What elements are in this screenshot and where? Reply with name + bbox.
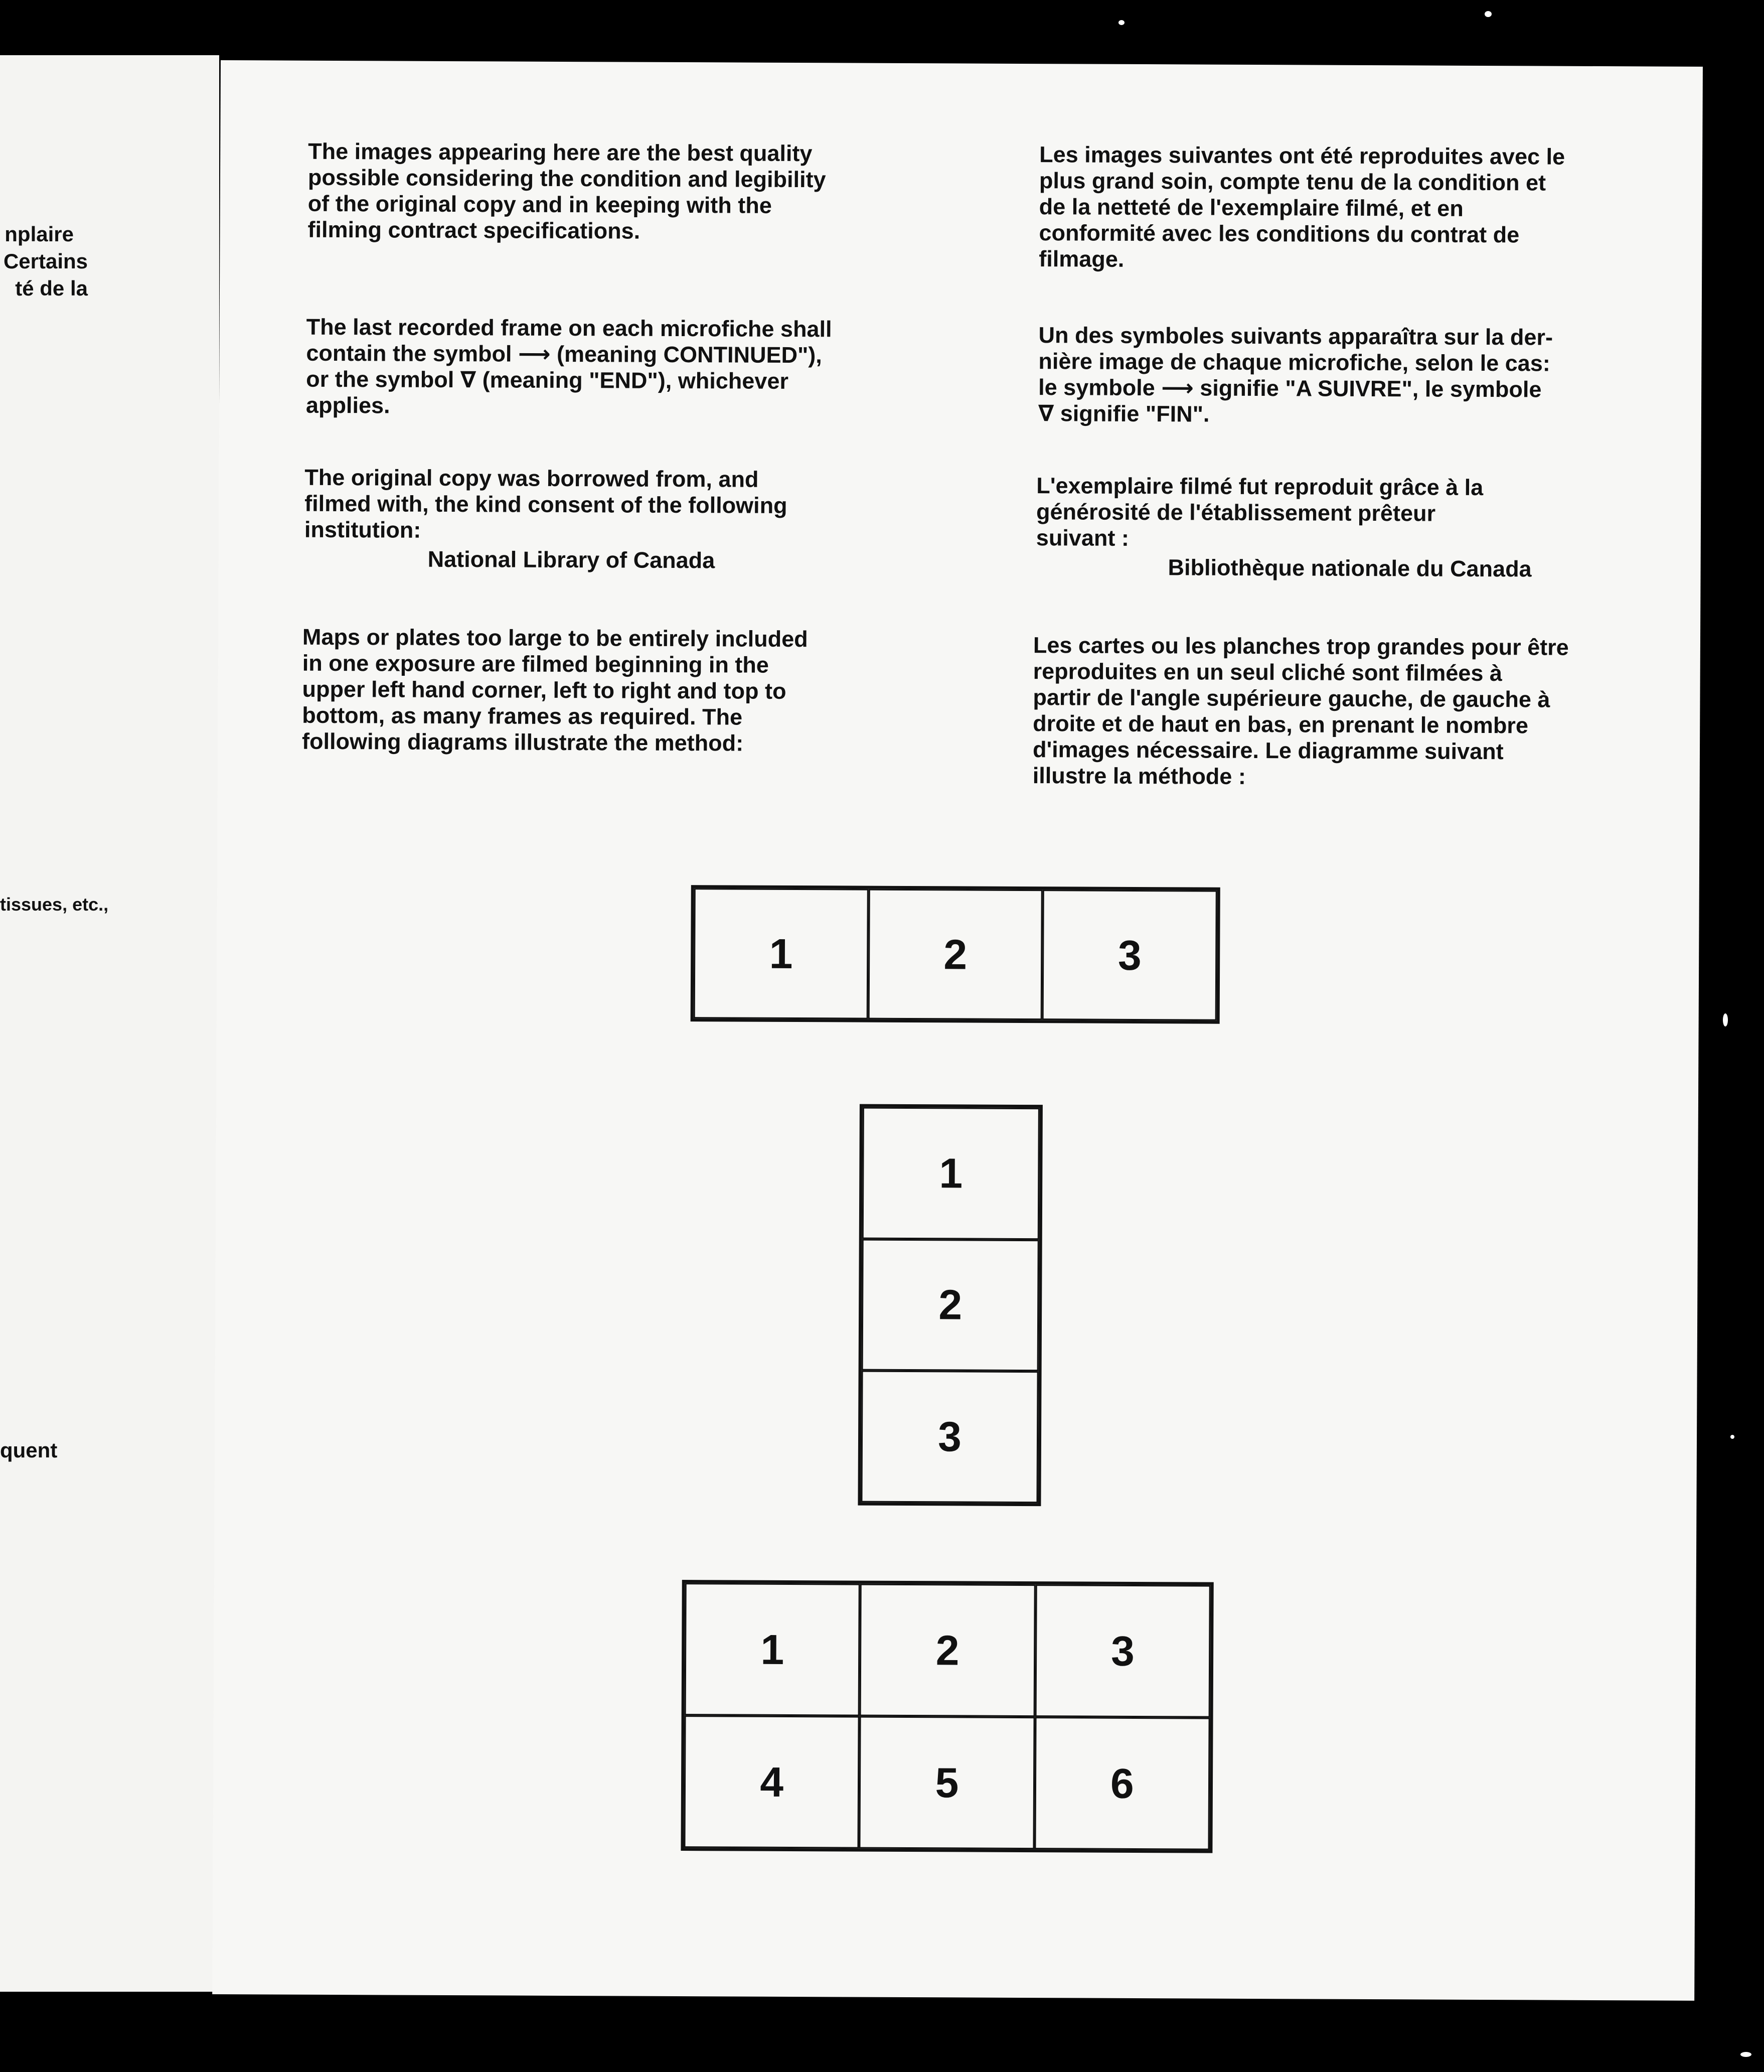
frame-cell: 1 bbox=[685, 1583, 860, 1716]
film-speck bbox=[1730, 1435, 1734, 1439]
english-institution: National Library of Canada bbox=[427, 546, 715, 573]
french-maps-note: Les cartes ou les planches trop grandes pour être reproduites en un seul cliché sont filmées à partir de l'angle supérieure gauche, de gauche à droite et de haut en bas, en prenant le nombre d'images nécessaire. Le diagramme suivant illustre la méthode : bbox=[1032, 632, 1569, 789]
frame-cell: 1 bbox=[862, 1107, 1040, 1240]
film-speck bbox=[1723, 1013, 1728, 1026]
film-speck bbox=[1485, 11, 1492, 17]
frame-cell: 5 bbox=[859, 1716, 1035, 1850]
frame-cell: 3 bbox=[861, 1371, 1038, 1503]
frame-cell: 2 bbox=[862, 1239, 1039, 1371]
diagram-horizontal bbox=[691, 885, 1220, 1024]
frame-cell: 6 bbox=[1034, 1717, 1210, 1850]
left-fragment: tissues, etc., bbox=[0, 894, 109, 915]
left-fragment: quent bbox=[0, 1438, 58, 1462]
french-institution: Bibliothèque nationale du Canada bbox=[1168, 554, 1532, 582]
film-speck bbox=[1740, 2052, 1751, 2057]
frame-cell: 2 bbox=[868, 889, 1043, 1020]
frame-cell: 4 bbox=[684, 1715, 859, 1849]
frame-cell: 2 bbox=[860, 1584, 1035, 1717]
english-maps-note: Maps or plates too large to be entirely included in one exposure are filmed beginning in the upper left hand corner, left to right and top to bottom, as many frames as required. The following diagrams illustrate the method: bbox=[301, 624, 808, 756]
french-source-note: L'exemplaire filmé fut reproduit grâce à la générosité de l'établissement prêteur suivant : bbox=[1036, 473, 1484, 551]
english-quality-note: The images appearing here are the best quality possible considering the condition and legibility of the original copy and in keeping with the filming contract specifications. bbox=[307, 138, 826, 244]
frame-cell: 1 bbox=[694, 888, 869, 1019]
left-fragment: nplaire bbox=[5, 222, 74, 246]
french-quality-note: Les images suivantes ont été reproduites avec le plus grand soin, compte tenu de la condition et de la netteté de l'exemplaire filmé, et en conformité avec les conditions du contrat de filmage. bbox=[1039, 141, 1565, 272]
film-speck bbox=[1118, 20, 1125, 25]
left-page-strip bbox=[0, 55, 219, 1992]
frame-cell: 3 bbox=[1035, 1584, 1210, 1718]
frame-cell: 3 bbox=[1042, 890, 1217, 1021]
english-source-note: The original copy was borrowed from, and filmed with, the kind consent of the following institution: bbox=[304, 464, 787, 543]
diagram-grid bbox=[681, 1580, 1213, 1853]
diagram-vertical bbox=[858, 1104, 1042, 1507]
left-fragment: té de la bbox=[15, 276, 88, 300]
left-fragment: Certains bbox=[3, 249, 88, 273]
english-symbol-note: The last recorded frame on each microfiche shall contain the symbol ⟶ (meaning CONTINUED"), or the symbol ∇ (meaning "END"), whichever applies. bbox=[305, 314, 832, 418]
notice-page bbox=[212, 60, 1703, 2001]
french-symbol-note: Un des symboles suivants apparaîtra sur la der- nière image de chaque microfiche, selon le cas: le symbole ⟶ signifie "A SUIVRE", le symbole ∇ signifie "FIN". bbox=[1038, 322, 1553, 427]
